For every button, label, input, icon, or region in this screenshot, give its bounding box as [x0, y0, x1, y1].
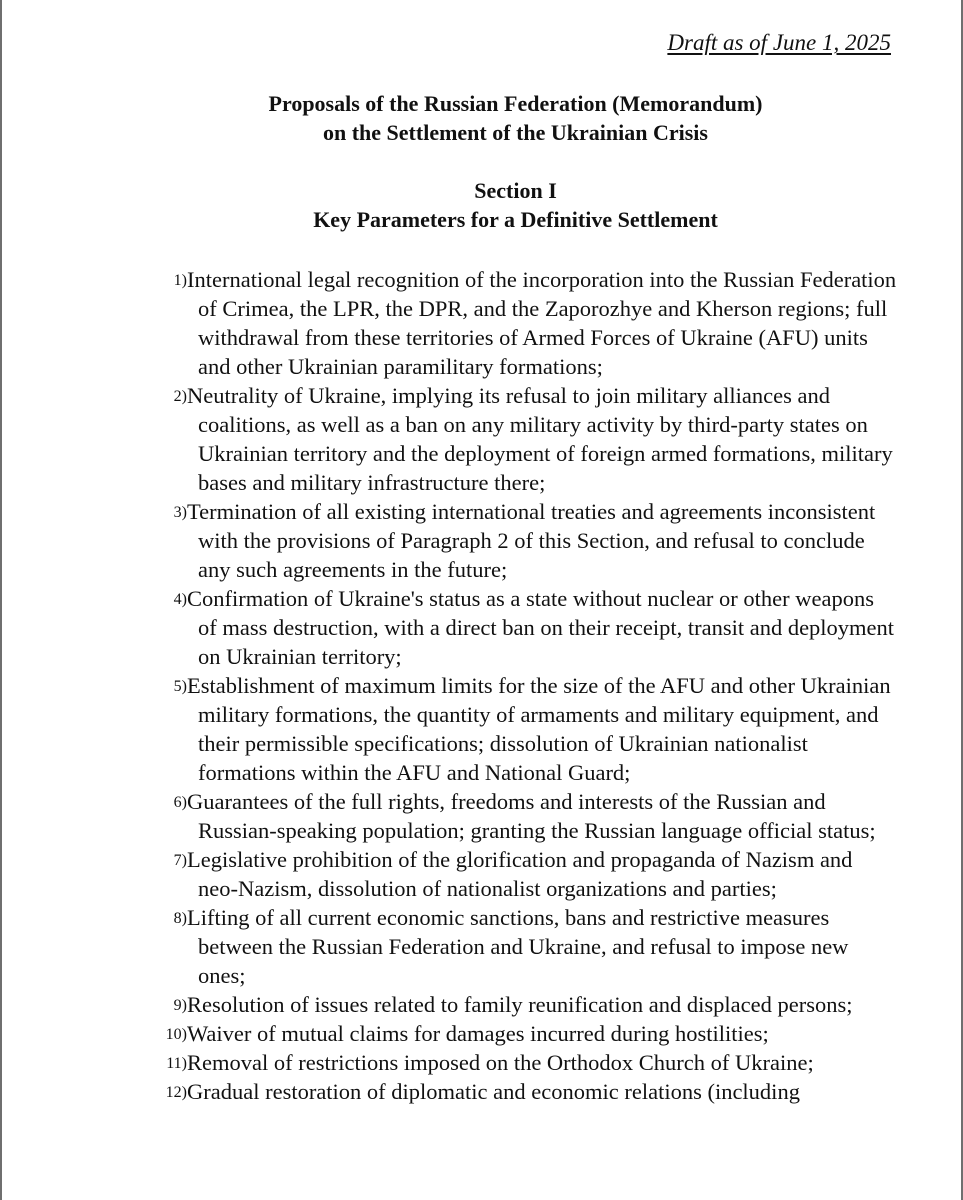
document-title-line-1: Proposals of the Russian Federation (Memorandum): [268, 91, 763, 116]
draft-date-label: Draft as of June 1, 2025: [667, 30, 891, 55]
list-item-number: 8): [173, 910, 187, 927]
list-item-text: Confirmation of Ukraine's status as a state without nuclear or other weapons of mass destruction, with a direct ban on their receipt, transit and deployment on Ukrainian territory;: [187, 586, 895, 669]
list-item-text: Legislative prohibition of the glorification and propaganda of Nazism and neo-Nazism, dissolution of nationalist organizations and parties;: [187, 847, 853, 901]
list-item-number: 5): [173, 678, 187, 695]
list-item: [2, 381, 963, 497]
list-item: [2, 990, 963, 1019]
list-item: [2, 584, 963, 671]
list-item-text: Waiver of mutual claims for damages incurred during hostilities;: [187, 1021, 769, 1046]
list-item-number: 3): [173, 504, 187, 521]
list-item-number: 4): [173, 591, 187, 608]
list-item-text: Establishment of maximum limits for the size of the AFU and other Ukrainian military formations, the quantity of armaments and military equipment, and their permissible specifications; dissolution of Ukrainian nationalist formations within the AFU and National Guard;: [187, 673, 891, 785]
list-item-text: Guarantees of the full rights, freedoms and interests of the Russian and Russian-speaking population; granting the Russian language official status;: [187, 789, 876, 843]
list-item: [2, 265, 963, 381]
provisions-list: [2, 265, 963, 1106]
list-item-number: 10): [165, 1026, 187, 1043]
list-item-number: 12): [165, 1084, 187, 1101]
list-item: [2, 1019, 963, 1048]
section-subheading: Key Parameters for a Definitive Settlement: [313, 207, 718, 232]
document-title-line-2: on the Settlement of the Ukrainian Crisis: [323, 120, 708, 145]
list-item: [2, 497, 963, 584]
list-item-text: Termination of all existing international treaties and agreements inconsistent with the provisions of Paragraph 2 of this Section, and refusal to conclude any such agreements in the future;: [187, 499, 876, 582]
list-item-text: Lifting of all current economic sanctions, bans and restrictive measures between the Russian Federation and Ukraine, and refusal to impose new ones;: [187, 905, 849, 988]
list-item-text: International legal recognition of the incorporation into the Russian Federation of Crimea, the LPR, the DPR, and the Zaporozhye and Kherson regions; full withdrawal from these territories of Armed Forces of Ukraine (AFU) units and other Ukrainian paramilitary formations;: [187, 267, 897, 379]
list-item-text: Resolution of issues related to family reunification and displaced persons;: [187, 992, 853, 1017]
list-item-number: 2): [173, 388, 187, 405]
list-item-number: 1): [173, 272, 187, 289]
list-item-text: Removal of restrictions imposed on the Orthodox Church of Ukraine;: [187, 1050, 814, 1075]
list-item: [2, 787, 963, 845]
list-item: [2, 845, 963, 903]
list-item: [2, 1048, 963, 1077]
list-item-number: 11): [166, 1055, 187, 1072]
list-item-number: 7): [173, 852, 187, 869]
list-item: [2, 903, 963, 990]
list-item-number: 6): [173, 794, 187, 811]
section-heading-block: [2, 176, 961, 234]
document-title: [2, 89, 961, 147]
list-item: [2, 671, 963, 787]
list-item-text: Neutrality of Ukraine, implying its refusal to join military alliances and coalitions, as well as a ban on any military activity by third-party states on Ukrainian territory and the deployment of foreign armed formations, military bases and military infrastructure there;: [187, 383, 893, 495]
list-item-number: 9): [173, 997, 187, 1014]
section-heading: Section I: [474, 178, 557, 203]
list-item: [2, 1077, 963, 1106]
list-item-text: Gradual restoration of diplomatic and economic relations (including: [187, 1079, 800, 1104]
